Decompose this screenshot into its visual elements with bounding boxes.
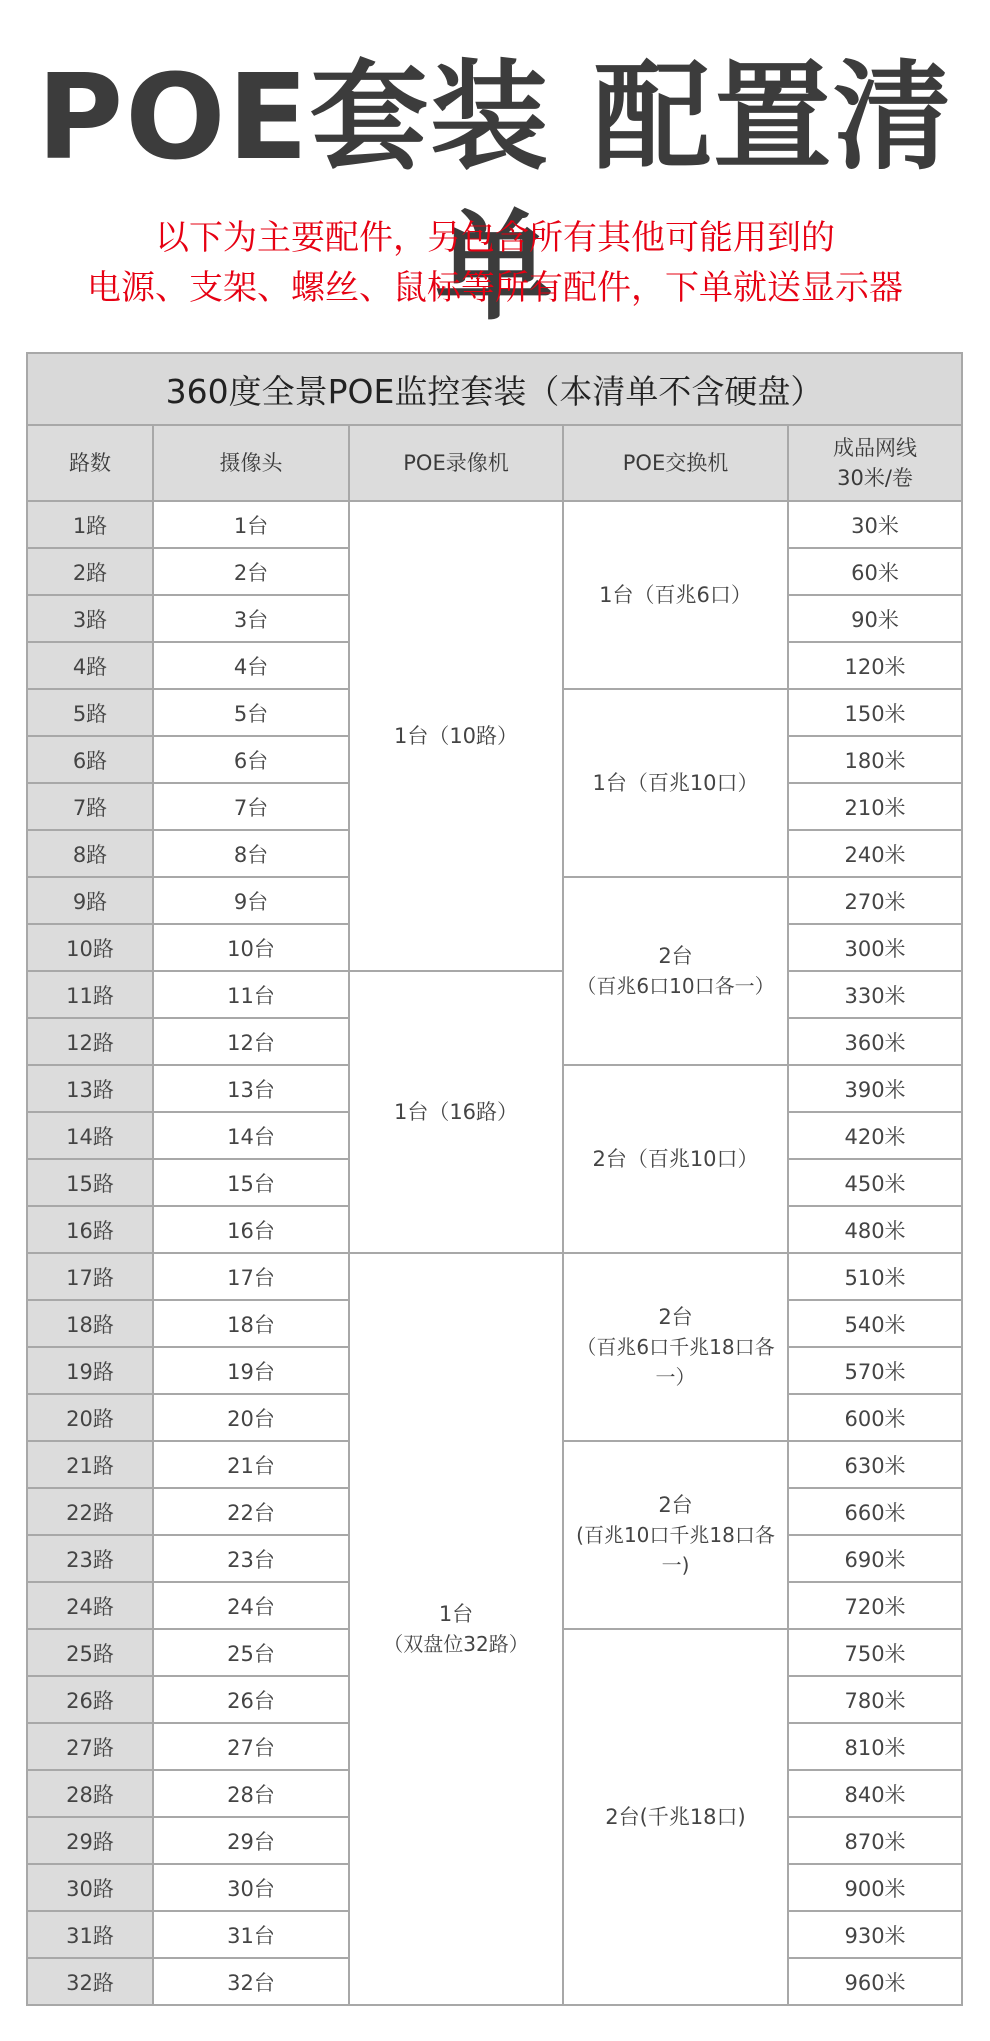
channel-cell: 32路 xyxy=(27,1958,153,2005)
switch-group-cell-line1: 2台 xyxy=(658,944,693,968)
header-switch: POE交换机 xyxy=(563,425,788,501)
channel-cell: 14路 xyxy=(27,1112,153,1159)
header-cable xyxy=(788,425,962,501)
configuration-table xyxy=(26,352,963,2006)
cable-length-cell: 690米 xyxy=(788,1535,962,1582)
channel-cell: 15路 xyxy=(27,1159,153,1206)
cable-length-cell: 720米 xyxy=(788,1582,962,1629)
camera-count-cell: 28台 xyxy=(153,1770,349,1817)
channel-cell: 16路 xyxy=(27,1206,153,1253)
camera-count-cell: 20台 xyxy=(153,1394,349,1441)
channel-cell: 30路 xyxy=(27,1864,153,1911)
camera-count-cell: 14台 xyxy=(153,1112,349,1159)
cable-length-cell: 600米 xyxy=(788,1394,962,1441)
camera-count-cell: 24台 xyxy=(153,1582,349,1629)
switch-group-cell xyxy=(563,689,788,877)
channel-cell: 1路 xyxy=(27,501,153,548)
nvr-group-cell-line1: 1台（10路） xyxy=(393,724,519,748)
camera-count-cell: 12台 xyxy=(153,1018,349,1065)
switch-group-cell xyxy=(563,1629,788,2005)
camera-count-cell: 25台 xyxy=(153,1629,349,1676)
cable-length-cell: 90米 xyxy=(788,595,962,642)
notice-line-2: 电源、支架、螺丝、鼠标等所有配件，下单就送显示器 xyxy=(87,268,903,308)
cable-length-cell: 390米 xyxy=(788,1065,962,1112)
cable-length-cell: 930米 xyxy=(788,1911,962,1958)
camera-count-cell: 16台 xyxy=(153,1206,349,1253)
channel-cell: 26路 xyxy=(27,1676,153,1723)
page-title: POE套装 配置清单 xyxy=(36,48,954,336)
channel-cell: 9路 xyxy=(27,877,153,924)
switch-group-cell-line1: 2台 xyxy=(658,1305,693,1329)
camera-count-cell: 8台 xyxy=(153,830,349,877)
switch-group-cell-line1: 2台 xyxy=(658,1493,693,1517)
camera-count-cell: 4台 xyxy=(153,642,349,689)
nvr-group-cell xyxy=(349,1253,563,2005)
channel-cell: 23路 xyxy=(27,1535,153,1582)
header-cable-line1: 成品网线 xyxy=(833,436,918,460)
channel-cell: 22路 xyxy=(27,1488,153,1535)
switch-group-cell-line2: (百兆10口千兆18口各一) xyxy=(576,1523,775,1577)
channel-cell: 13路 xyxy=(27,1065,153,1112)
cable-length-cell: 60米 xyxy=(788,548,962,595)
channel-cell: 19路 xyxy=(27,1347,153,1394)
cable-length-cell: 480米 xyxy=(788,1206,962,1253)
cable-length-cell: 840米 xyxy=(788,1770,962,1817)
cable-length-cell: 330米 xyxy=(788,971,962,1018)
cable-length-cell: 810米 xyxy=(788,1723,962,1770)
cable-length-cell: 240米 xyxy=(788,830,962,877)
channel-cell: 24路 xyxy=(27,1582,153,1629)
cable-length-cell: 180米 xyxy=(788,736,962,783)
channel-cell: 4路 xyxy=(27,642,153,689)
switch-group-cell xyxy=(563,501,788,689)
channel-cell: 10路 xyxy=(27,924,153,971)
cable-length-cell: 630米 xyxy=(788,1441,962,1488)
channel-cell: 31路 xyxy=(27,1911,153,1958)
cable-length-cell: 270米 xyxy=(788,877,962,924)
camera-count-cell: 17台 xyxy=(153,1253,349,1300)
channel-cell: 7路 xyxy=(27,783,153,830)
cable-length-cell: 870米 xyxy=(788,1817,962,1864)
cable-length-cell: 960米 xyxy=(788,1958,962,2005)
camera-count-cell: 31台 xyxy=(153,1911,349,1958)
channel-cell: 18路 xyxy=(27,1300,153,1347)
switch-group-cell-line2: （百兆6口千兆18口各一） xyxy=(576,1335,775,1389)
channel-cell: 17路 xyxy=(27,1253,153,1300)
switch-group-cell-line1: 2台（百兆10口） xyxy=(592,1147,759,1171)
channel-cell: 29路 xyxy=(27,1817,153,1864)
camera-count-cell: 1台 xyxy=(153,501,349,548)
cable-length-cell: 360米 xyxy=(788,1018,962,1065)
nvr-group-cell-line1: 1台 xyxy=(438,1602,474,1626)
table-title: 360度全景POE监控套装（本清单不含硬盘） xyxy=(27,353,962,425)
nvr-group-cell xyxy=(349,501,563,971)
switch-group-cell xyxy=(563,1065,788,1253)
camera-count-cell: 5台 xyxy=(153,689,349,736)
header-cable-line2: 30米/卷 xyxy=(837,466,913,490)
cable-length-cell: 300米 xyxy=(788,924,962,971)
channel-cell: 25路 xyxy=(27,1629,153,1676)
cable-length-cell: 450米 xyxy=(788,1159,962,1206)
cable-length-cell: 780米 xyxy=(788,1676,962,1723)
notice-line-1: 以下为主要配件，另包含所有其他可能用到的 xyxy=(155,218,835,258)
channel-cell: 8路 xyxy=(27,830,153,877)
camera-count-cell: 18台 xyxy=(153,1300,349,1347)
camera-count-cell: 27台 xyxy=(153,1723,349,1770)
nvr-group-cell-line1: 1台（16路） xyxy=(393,1100,519,1124)
camera-count-cell: 15台 xyxy=(153,1159,349,1206)
camera-count-cell: 23台 xyxy=(153,1535,349,1582)
camera-count-cell: 19台 xyxy=(153,1347,349,1394)
camera-count-cell: 3台 xyxy=(153,595,349,642)
cable-length-cell: 510米 xyxy=(788,1253,962,1300)
camera-count-cell: 10台 xyxy=(153,924,349,971)
cable-length-cell: 120米 xyxy=(788,642,962,689)
nvr-group-cell-line2: （双盘位32路） xyxy=(383,1632,529,1656)
cable-length-cell: 660米 xyxy=(788,1488,962,1535)
switch-group-cell xyxy=(563,1441,788,1629)
camera-count-cell: 21台 xyxy=(153,1441,349,1488)
cable-length-cell: 900米 xyxy=(788,1864,962,1911)
camera-count-cell: 6台 xyxy=(153,736,349,783)
channel-cell: 11路 xyxy=(27,971,153,1018)
switch-group-cell xyxy=(563,1253,788,1441)
cable-length-cell: 150米 xyxy=(788,689,962,736)
cable-length-cell: 570米 xyxy=(788,1347,962,1394)
channel-cell: 28路 xyxy=(27,1770,153,1817)
channel-cell: 6路 xyxy=(27,736,153,783)
switch-group-cell-line1: 1台（百兆6口） xyxy=(599,583,752,607)
cable-length-cell: 540米 xyxy=(788,1300,962,1347)
header-cameras: 摄像头 xyxy=(153,425,349,501)
camera-count-cell: 29台 xyxy=(153,1817,349,1864)
table-row xyxy=(27,971,962,1018)
channel-cell: 20路 xyxy=(27,1394,153,1441)
camera-count-cell: 22台 xyxy=(153,1488,349,1535)
cable-length-cell: 30米 xyxy=(788,501,962,548)
channel-cell: 21路 xyxy=(27,1441,153,1488)
switch-group-cell xyxy=(563,877,788,1065)
camera-count-cell: 26台 xyxy=(153,1676,349,1723)
cable-length-cell: 420米 xyxy=(788,1112,962,1159)
camera-count-cell: 7台 xyxy=(153,783,349,830)
channel-cell: 3路 xyxy=(27,595,153,642)
camera-count-cell: 32台 xyxy=(153,1958,349,2005)
nvr-group-cell xyxy=(349,971,563,1253)
camera-count-cell: 9台 xyxy=(153,877,349,924)
table-row xyxy=(27,501,962,548)
camera-count-cell: 11台 xyxy=(153,971,349,1018)
channel-cell: 2路 xyxy=(27,548,153,595)
header-nvr: POE录像机 xyxy=(349,425,563,501)
cable-length-cell: 750米 xyxy=(788,1629,962,1676)
table-row xyxy=(27,1253,962,1300)
switch-group-cell-line1: 2台(千兆18口) xyxy=(605,1805,746,1829)
channel-cell: 27路 xyxy=(27,1723,153,1770)
switch-group-cell-line1: 1台（百兆10口） xyxy=(592,771,759,795)
switch-group-cell-line2: （百兆6口10口各一） xyxy=(576,974,775,998)
camera-count-cell: 30台 xyxy=(153,1864,349,1911)
channel-cell: 12路 xyxy=(27,1018,153,1065)
cable-length-cell: 210米 xyxy=(788,783,962,830)
header-channels: 路数 xyxy=(27,425,153,501)
camera-count-cell: 2台 xyxy=(153,548,349,595)
channel-cell: 5路 xyxy=(27,689,153,736)
camera-count-cell: 13台 xyxy=(153,1065,349,1112)
